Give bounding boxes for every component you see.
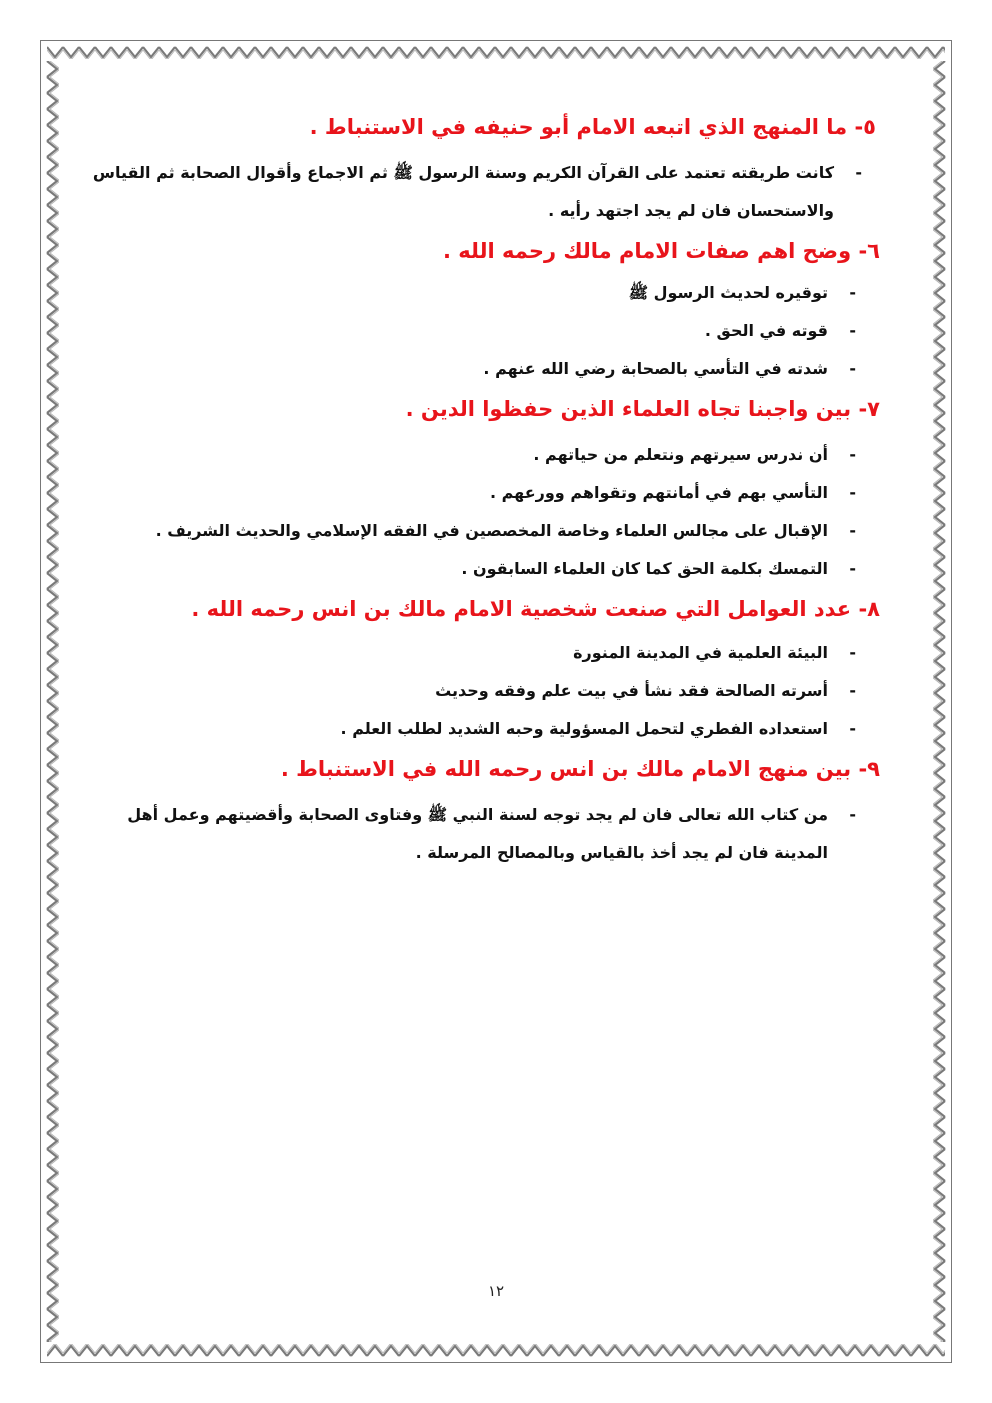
- answer-item: [40, 154, 886, 230]
- bullet-dash: -: [849, 321, 856, 340]
- answer-item: [80, 710, 880, 748]
- answer-list: [80, 634, 880, 748]
- answer-item: [80, 436, 880, 474]
- answer-list: [80, 436, 880, 588]
- answer-text: استعداده الفطري لتحمل المسؤولية وحبه الشديد لطلب العلم .: [340, 719, 828, 738]
- answer-text: التمسك بكلمة الحق كما كان العلماء السابقون .: [461, 559, 828, 578]
- page-number: ١٢: [487, 1282, 505, 1300]
- answer-item: [80, 634, 880, 672]
- bullet-dash: -: [849, 521, 856, 540]
- answer-text: أن ندرس سيرتهم ونتعلم من حياتهم .: [533, 445, 828, 464]
- answer-item: [70, 796, 880, 872]
- bullet-dash: -: [849, 559, 856, 578]
- answer-item: [80, 672, 880, 710]
- answer-text: من كتاب الله تعالى فان لم يجد توجه لسنة النبي ﷺ وفتاوى الصحابة وأقضيتهم وعمل أهل المدينة فان لم يجد أخذ بالقياس وبالمصالح المرسلة .: [127, 805, 828, 862]
- question-section: [80, 112, 880, 230]
- bullet-dash: -: [849, 805, 856, 824]
- left-zigzag-border: [45, 61, 59, 1342]
- answer-text: كانت طريقته تعتمد على القرآن الكريم وسنة الرسول ﷺ ثم الاجماع وأقوال الصحابة ثم القياس والاستحسان فان لم يجد اجتهد رأيه .: [92, 163, 834, 220]
- bullet-dash: -: [849, 283, 856, 302]
- bottom-zigzag-border: [47, 1344, 945, 1358]
- bullet-dash: -: [849, 681, 856, 700]
- answer-item: [80, 274, 880, 312]
- question-title: ٦- وضح اهم صفات الامام مالك رحمه الله .: [443, 239, 880, 263]
- answer-text: البيئة العلمية في المدينة المنورة: [573, 643, 828, 662]
- top-zigzag-border: [47, 45, 945, 59]
- bullet-dash: -: [849, 643, 856, 662]
- question-title: ٨- عدد العوامل التي صنعت شخصية الامام مالك بن انس رحمه الله .: [191, 597, 880, 621]
- bullet-dash: -: [849, 483, 856, 502]
- answer-list: [80, 796, 880, 872]
- question-title: ٩- بين منهج الامام مالك بن انس رحمه الله في الاستنباط .: [280, 757, 880, 781]
- answer-item: [80, 312, 880, 350]
- question-title: ٥- ما المنهج الذي اتبعه الامام أبو حنيفه في الاستنباط .: [309, 115, 876, 139]
- answer-text: الإقبال على مجالس العلماء وخاصة المخصصين في الفقه الإسلامي والحديث الشريف .: [155, 521, 828, 540]
- answer-list: [80, 274, 880, 388]
- bullet-dash: -: [849, 719, 856, 738]
- question-section: [80, 594, 880, 748]
- bullet-dash: -: [855, 163, 862, 182]
- answer-text: أسرته الصالحة فقد نشأ في بيت علم وفقه وحديث: [435, 681, 828, 700]
- answer-text: قوته في الحق .: [704, 321, 828, 340]
- answer-item: [80, 474, 880, 512]
- answer-text: شدته في التأسي بالصحابة رضي الله عنهم .: [483, 359, 828, 378]
- question-section: [80, 394, 880, 588]
- answer-item: [40, 512, 880, 550]
- question-section: [80, 236, 880, 388]
- right-zigzag-border: [933, 61, 947, 1342]
- bullet-dash: -: [849, 445, 856, 464]
- document-body: [80, 112, 880, 872]
- question-title: ٧- بين واجبنا تجاه العلماء الذين حفظوا الدين .: [405, 397, 880, 421]
- answer-list: [80, 154, 880, 230]
- answer-text: توقيره لحديث الرسول ﷺ: [628, 283, 828, 302]
- answer-item: [80, 550, 880, 588]
- answer-item: [80, 350, 880, 388]
- answer-text: التأسي بهم في أمانتهم وتقواهم وورعهم .: [489, 483, 828, 502]
- question-section: [80, 754, 880, 872]
- bullet-dash: -: [849, 359, 856, 378]
